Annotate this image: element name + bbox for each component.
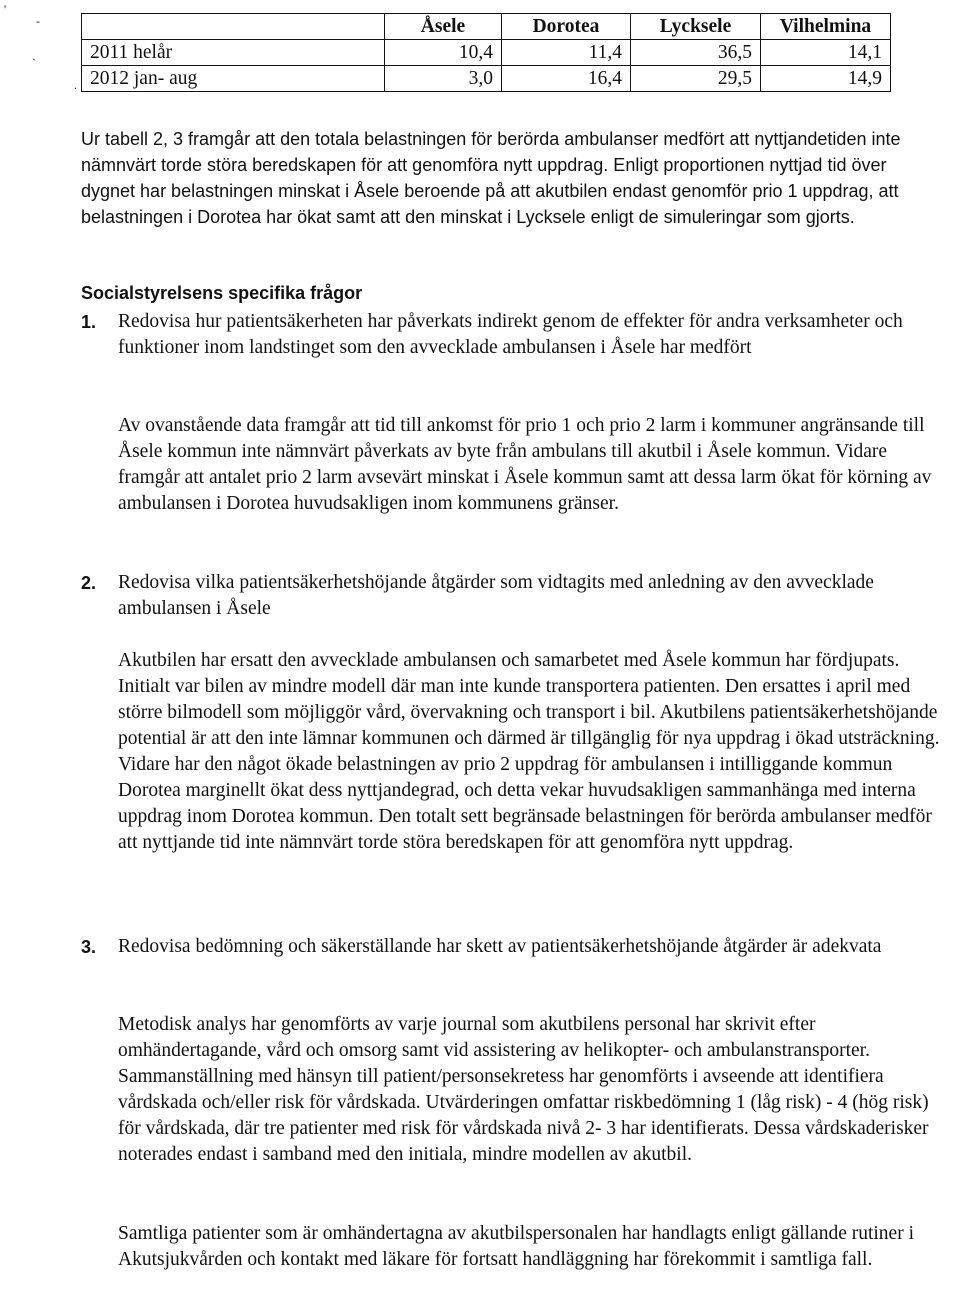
question-text: Redovisa vilka patientsäkerhetshöjande åtgärder som vidtagits med anledning av den avvecklade ambulansen i Åsele bbox=[118, 572, 874, 619]
statistics-table bbox=[81, 13, 891, 92]
question-text: Redovisa hur patientsäkerheten har påverkats indirekt genom de effekter för andra verksamheter och funktioner inom landstinget som den avvecklade ambulansen i Åsele har medfört bbox=[118, 311, 903, 358]
table-cell: 16,4 bbox=[502, 66, 631, 92]
question-1 bbox=[81, 309, 943, 361]
table-header-cell: Vilhelmina bbox=[761, 14, 891, 40]
table-cell: 29,5 bbox=[631, 66, 761, 92]
table-header-cell: Dorotea bbox=[502, 14, 631, 40]
answer-paragraph: Samtliga patienter som är omhändertagna av akutbilspersonalen har handlagts enligt gällande rutiner i Akutsjukvården och kontakt med läkare för fortsatt handläggning har förekommit i samtliga fall. bbox=[118, 1223, 914, 1270]
table-header-row bbox=[82, 14, 891, 40]
question-text: Redovisa bedömning och säkerställande har skett av patientsäkerhetshöjande åtgärder är adekvata bbox=[118, 936, 882, 957]
answer-paragraph: Akutbilen har ersatt den avvecklade ambulansen och samarbetet med Åsele kommun har fördjupats. Initialt var bilen av mindre modell där man inte kunde transportera patienten. Den ersattes i april med större bilmodell som möjliggör vård, övervakning och transport i bil. Akutbilens patientsäkerhetshöjande potential är att den inte lämnar kommunen och därmed är tillgänglig för nya uppdrag i ökad utsträckning. Vidare har den något ökade belastningen av prio 2 uppdrag för ambulansen i intilliggande kommun Dorotea marginellt ökat dess nyttjandegrad, och detta vekar huvudsakligen sammanhänga med interna uppdrag inom Dorotea kommun. Den totalt sett begränsade belastningen för berörda ambulanser medför att nyttjande tid inte nämnvärt torde störa beredskapen för att genomföra nytt uppdrag. bbox=[118, 650, 940, 853]
row-label: 2012 jan- aug bbox=[82, 66, 385, 92]
table-header-cell: Lycksele bbox=[631, 14, 761, 40]
question-number: 2. bbox=[81, 573, 97, 593]
table-row bbox=[82, 40, 891, 66]
question-number: 3. bbox=[81, 937, 97, 957]
table-header-cell: Åsele bbox=[385, 14, 502, 40]
document-page: ' - ` . Åsele Dorotea Lycksele Vilhelmina 2011 helår 10,4 11,4 36,5 14,1 2012 jan- aug 3,0 16,4 29,5 14,9 Ur tabell 2, 3 framgår att den totala belastningen för berörda ambulanser medfört att nyttjandetiden inte nämnvärt torde störa beredskapen för att genomföra nytt uppdrag. Enligt proportionen nyttjad tid över dygnet har belastningen minskat i Åsele beroende på att akutbilen endast genomför prio 1 uppdrag, att belastningen i Dorotea har ökat samt att den minskat i Lycksele enligt de simuleringar som gjorts. Socialstyrelsens specifika frågor 1. Redovisa hur patientsäkerheten har påverkats indirekt genom de effekter för andra verksamheter och funktioner inom landstinget som den avvecklade ambulansen i Åsele har medfört Av ovanstående data framgår att tid till ankomst för prio 1 och prio 2 larm i kommuner angränsande till Åsele kommun inte nämnvärt påverkats av byte från ambulans till akutbil i Åsele kommun. Vidare framgår att antalet prio 2 larm avsevärt minskat i Åsele kommun samt att dessa larm ökat för körning av ambulansen i Dorotea huvudsakligen inom kommunens gränser. 2. Redovisa vilka patientsäkerhetshöjande åtgärder som vidtagits med anledning av den avvecklade ambulansen i Åsele Akutbilen har ersatt den avvecklade ambulansen och samarbetet med Åsele kommun har fördjupats. Initialt var bilen av mindre modell där man inte kunde transportera patienten. Den ersattes i april med större bilmodell som möjliggör vård, övervakning och transport i bil. Akutbilens patientsäkerhetshöjande potential är att den inte lämnar kommunen och därmed är tillgänglig för nya uppdrag i ökad utsträckning. Vidare har den något ökade belastningen av prio 2 uppdrag för ambulansen i intilliggande kommun Dorotea marginellt ökat dess nyttjandegrad, och detta vekar huvudsakligen sammanhänga med interna uppdrag inom Dorotea kommun. Den totalt sett begränsade belastningen för berörda ambulanser medför att nyttjande tid inte nämnvärt torde störa beredskapen för att genomföra nytt uppdrag. 3. Redovisa bedömning och säkerställande har skett av patientsäkerhetshöjande åtgärder är adekvata Metodisk analys har genomförts av varje journal som akutbilens personal har skrivit efter omhändertagande, vård och omsorg samt vid assistering av helikopter- och ambulanstransporter. Sammanställning med hänsyn till patient/personsekretess har genomförts i avseende att identifiera vårdskada och/eller risk för vårdskada. Utvärderingen omfattar riskbedömning 1 (låg risk) - 4 (hög risk) för vårdskada, där tre patienter med risk för vårdskada nivå 2- 3 har identifierats. Dessa vårdskaderisker noterades endast i samband med den initiala, mindre modellen av akutbil. Samtliga patienter som är omhändertagna av akutbilspersonalen har handlagts enligt gällande rutiner i Akutsjukvården och kontakt med läkare för fortsatt handläggning har förekommit i samtliga fall. bbox=[0, 0, 960, 1297]
question-3 bbox=[81, 934, 943, 960]
question-number: 1. bbox=[81, 312, 97, 332]
question-2 bbox=[81, 570, 943, 622]
table-header-cell bbox=[82, 14, 385, 40]
answer-paragraph: Metodisk analys har genomförts av varje journal som akutbilens personal har skrivit efter omhändertagande, vård och omsorg samt vid assistering av helikopter- och ambulanstransporter. Sammanställning med hänsyn till patient/personsekretess har genomförts i avseende att identifiera vårdskada och/eller risk för vårdskada. Utvärderingen omfattar riskbedömning 1 (låg risk) - 4 (hög risk) för vårdskada, där tre patienter med risk för vårdskada nivå 2- 3 har identifierats. Dessa vårdskaderisker noterades endast i samband med den initiala, mindre modellen av akutbil. bbox=[118, 1014, 929, 1165]
table-cell: 3,0 bbox=[385, 66, 502, 92]
table-cell: 10,4 bbox=[385, 40, 502, 66]
row-label: 2011 helår bbox=[82, 40, 385, 66]
answer-paragraph: Av ovanstående data framgår att tid till ankomst för prio 1 och prio 2 larm i kommuner angränsande till Åsele kommun inte nämnvärt påverkats av byte från ambulans till akutbil i Åsele kommun. Vidare framgår att antalet prio 2 larm avsevärt minskat i Åsele kommun samt att dessa larm ökat för körning av ambulansen i Dorotea huvudsakligen inom kommunens gränser. bbox=[118, 415, 932, 514]
table-cell: 11,4 bbox=[502, 40, 631, 66]
intro-paragraph: Ur tabell 2, 3 framgår att den totala belastningen för berörda ambulanser medfört att nyttjandetiden inte nämnvärt torde störa beredskapen för att genomföra nytt uppdrag. Enligt proportionen nyttjad tid över dygnet har belastningen minskat i Åsele beroende på att akutbilen endast genomför prio 1 uppdrag, att belastningen i Dorotea har ökat samt att den minskat i Lycksele enligt de simuleringar som gjorts. bbox=[81, 129, 901, 227]
table-cell: 14,9 bbox=[761, 66, 891, 92]
table-cell: 36,5 bbox=[631, 40, 761, 66]
section-heading: Socialstyrelsens specifika frågor bbox=[81, 283, 363, 303]
table-row bbox=[82, 66, 891, 92]
table-cell: 14,1 bbox=[761, 40, 891, 66]
